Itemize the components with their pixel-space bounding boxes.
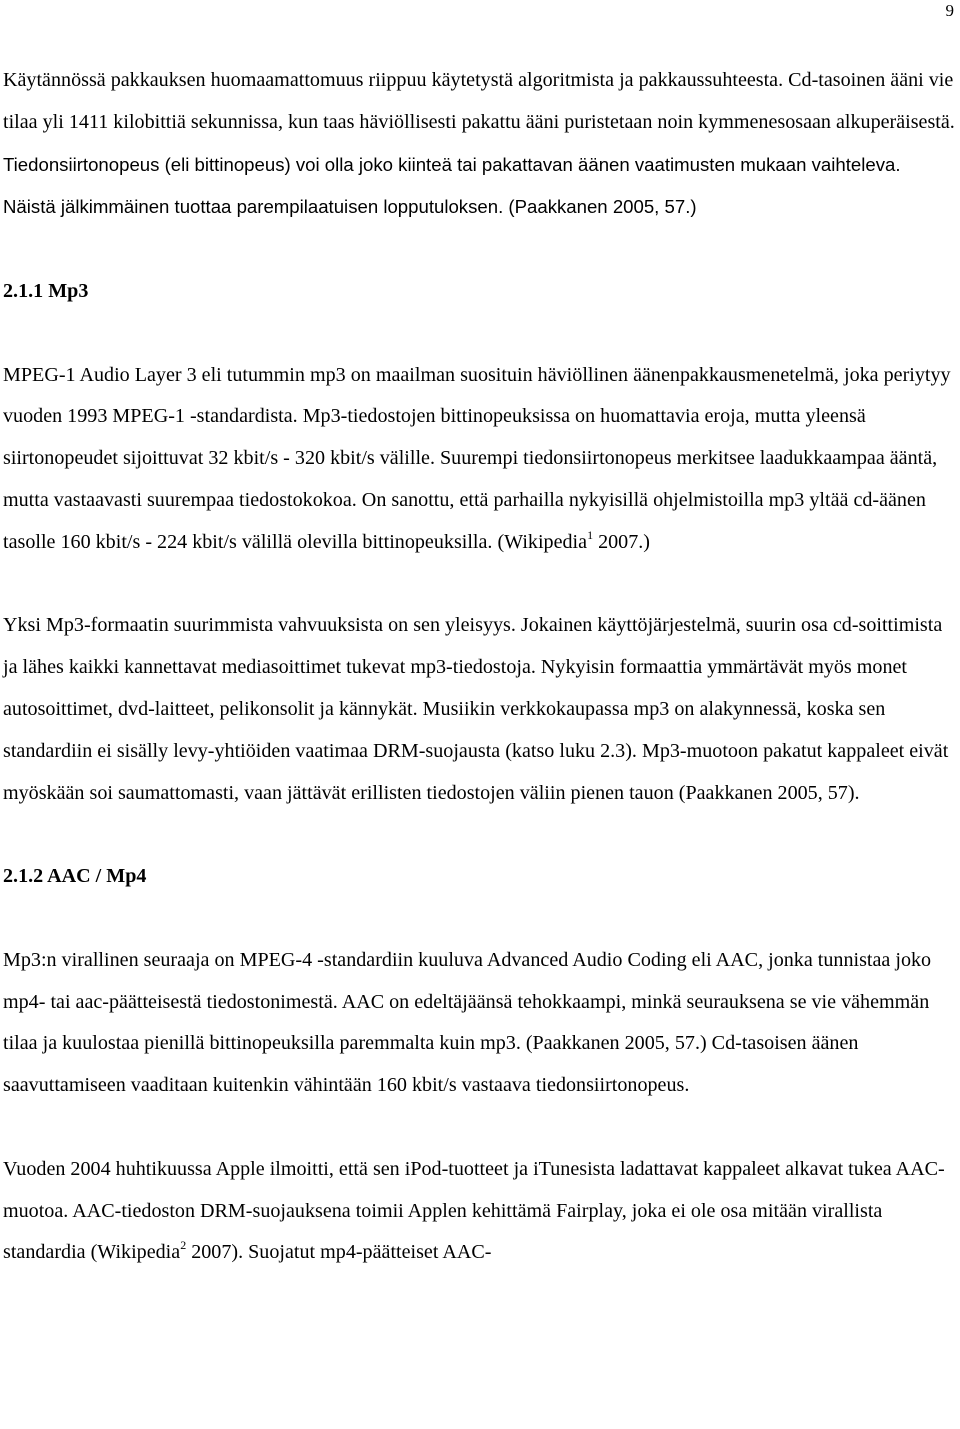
document-body (3, 60, 958, 1274)
intro-paragraph-serif-part: Käytännössä pakkauksen huomaamattomuus riippuu käytetystä algoritmista ja pakkaussuhteesta. Cd-tasoinen ääni vie tilaa yli 1411 kilobittiä sekunnissa, kun taas häviöllisesti pakattu ääni puristetaan noin kymmenesosaan alkuperäisestä. (3, 69, 955, 133)
intro-paragraph (3, 60, 958, 229)
mp3-paragraph-1 (3, 355, 958, 564)
mp3-paragraph-1-tail: 2007.) (593, 530, 650, 553)
mp3-paragraph-2: Yksi Mp3-formaatin suurimmista vahvuuksista on sen yleisyys. Jokainen käyttöjärjestelmä, suurin osa cd-soittimista ja lähes kaikki kannettavat mediasoittimet tukevat mp3-tiedostoja. Nykyisin formaattia ymmärtävät myös monet autosoittimet, dvd-laitteet, pelikonsolit ja kännykät. Musiikin verkkokaupassa mp3 on alakynnessä, koska sen standardiin ei sisälly levy-yhtiöiden vaatimaa DRM-suojausta (katso luku 2.3). Mp3-muotoon pakatut kappaleet eivät myöskään soi saumattomasti, vaan jättävät erillisten tiedostojen väliin pienen tauon (Paakkanen 2005, 57). (3, 614, 949, 804)
aac-paragraph-1: Mp3:n virallinen seuraaja on MPEG-4 -standardiin kuuluva Advanced Audio Coding eli AAC, jonka tunnistaa joko mp4- tai aac-päätteisestä tiedostonimestä. AAC on edeltäjäänsä tehokkaampi, minkä seurauksena se vie vähemmän tilaa ja kuulostaa pienillä bittinopeuksilla paremmalta kuin mp3. (Paakkanen 2005, 57.) Cd-tasoisen äänen saavuttamiseen vaaditaan kuitenkin vähintään 160 kbit/s vastaava tiedonsiirtonopeus. (3, 948, 932, 1097)
aac-paragraph-2-text: Vuoden 2004 huhtikuussa Apple ilmoitti, että sen iPod-tuotteet ja iTunesista ladattavat kappaleet alkavat tukea AAC-muotoa. AAC-tiedoston DRM-suojauksena toimii Applen kehittämä Fairplay, joka ei ole osa mitään virallista standardia (Wikipedia (3, 1157, 945, 1264)
spacer (3, 1107, 958, 1149)
aac-paragraph-2-tail: 2007). Suojatut mp4-päätteiset AAC- (186, 1241, 492, 1264)
section-heading-mp3: 2.1.1 Mp3 (3, 279, 89, 302)
spacer (3, 229, 958, 271)
aac-paragraph-2 (3, 1149, 958, 1274)
footnote-marker: 2 (180, 1238, 187, 1253)
page-number: 9 (945, 1, 954, 20)
intro-paragraph-sans-part: Tiedonsiirtonopeus (eli bittinopeus) voi olla joko kiinteä tai pakattavan äänen vaatimusten mukaan vaihteleva. Näistä jälkimmäinen tuottaa parempilaatuisen lopputuloksen. (Paakkanen 2005, 57.) (3, 153, 901, 218)
mp3-paragraph-1-text: MPEG-1 Audio Layer 3 eli tutummin mp3 on maailman suosituin häviöllinen äänenpakkausmenetelmä, joka periytyy vuoden 1993 MPEG-1 -standardista. Mp3-tiedostojen bittinopeuksissa on huomattavia eroja, mutta yleensä siirtonopeudet sijoittuvat 32 kbit/s - 320 kbit/s välille. Suurempi tiedonsiirtonopeus merkitsee laadukkaampaa ääntä, mutta vastaavasti suurempaa tiedostokokoa. On sanottu, että parhailla nykyisillä ohjelmistoilla mp3 yltää cd-äänen tasolle 160 kbit/s - 224 kbit/s välillä olevilla bittinopeuksilla. (Wikipedia (3, 363, 951, 553)
footnote-marker: 1 (587, 527, 594, 542)
spacer (3, 898, 958, 940)
spacer (3, 564, 958, 606)
spacer (3, 814, 958, 856)
section-heading-aac: 2.1.2 AAC / Mp4 (3, 865, 147, 888)
spacer (3, 313, 958, 355)
